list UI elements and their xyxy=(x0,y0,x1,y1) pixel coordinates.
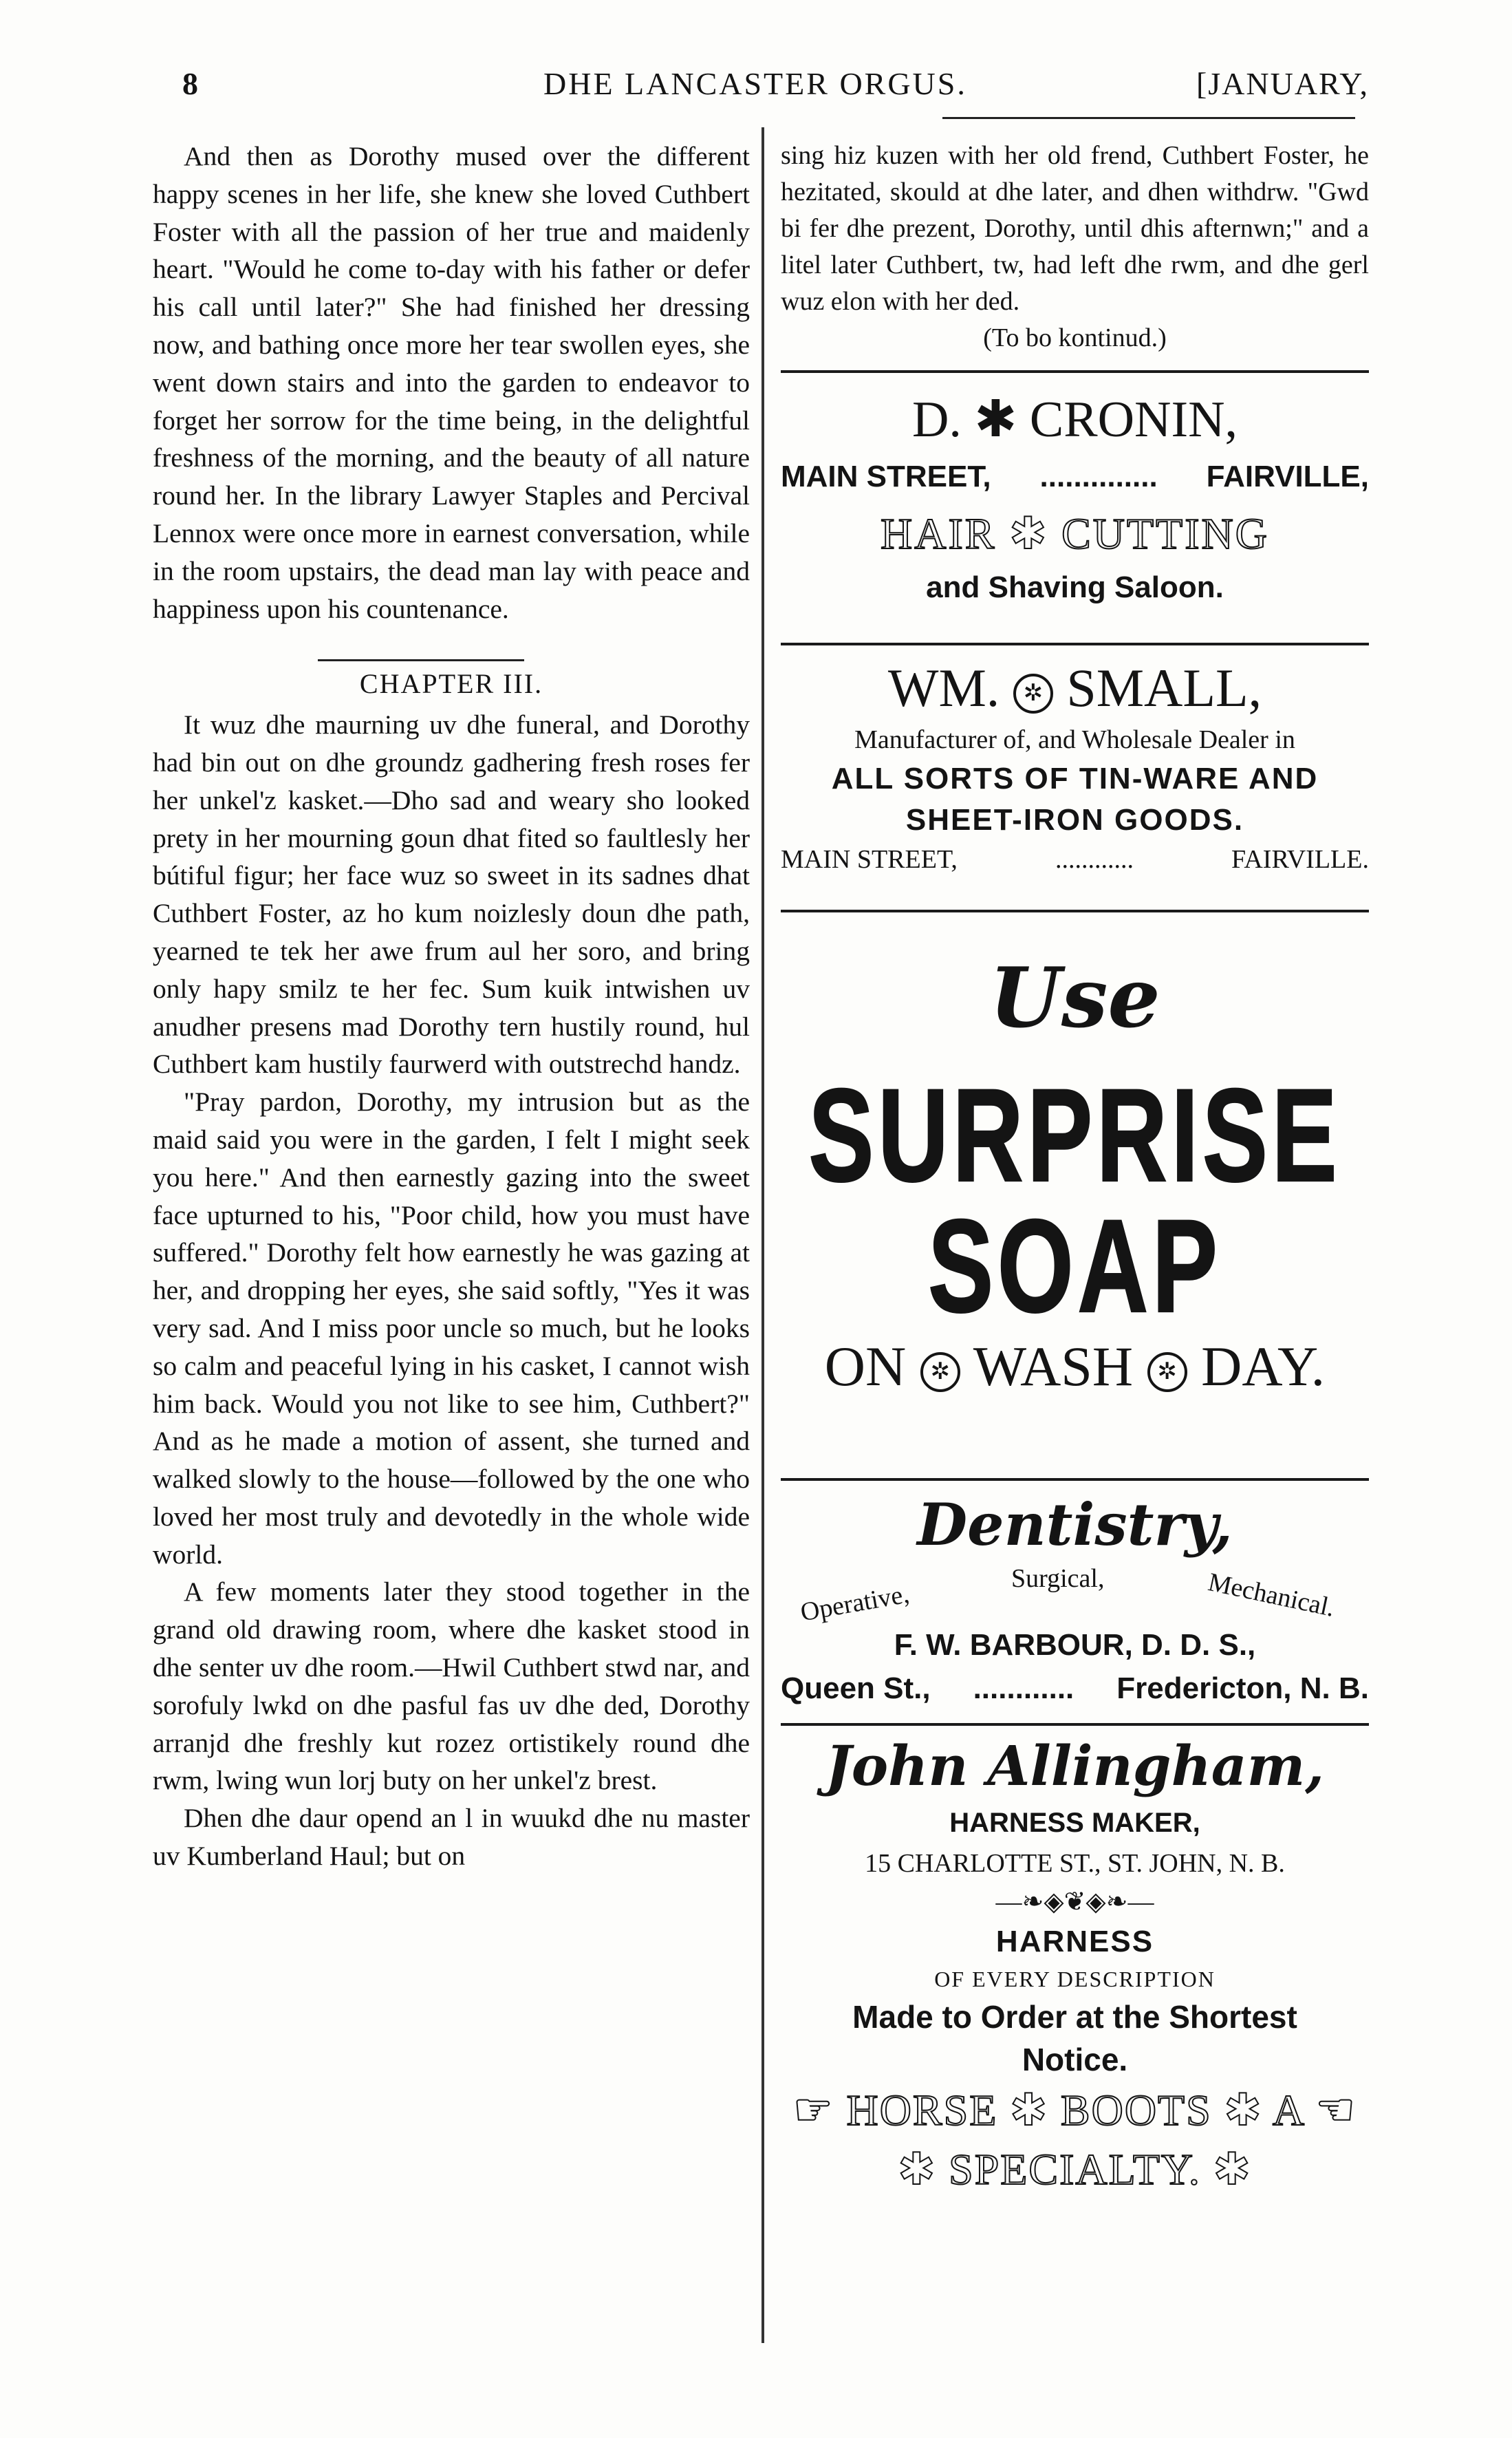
soap-day: DAY. xyxy=(1201,1335,1326,1398)
allingham-address: 15 CHARLOTTE ST., ST. JOHN, N. B. xyxy=(865,1849,1285,1878)
small-town: FAIRVILLE. xyxy=(1231,845,1369,874)
allingham-every: OF EVERY DESCRIPTION xyxy=(934,1967,1216,1991)
star-icon: ✱ xyxy=(898,2145,937,2194)
allingham-notice: Notice. xyxy=(1022,2042,1128,2077)
ads-column xyxy=(781,138,1369,2199)
cronin-town: FAIRVILLE, xyxy=(1206,460,1369,493)
month-label: [JANUARY, xyxy=(1196,66,1369,101)
dentistry-types xyxy=(781,1561,1369,1627)
allingham-trade: HARNESS MAKER, xyxy=(949,1808,1200,1838)
story-paragraph: "Pray pardon, Dorothy, my intrusion but as the maid said you were in the garden, I felt I might seek you here." And then earnestly gazing into the sweet face upturned to his, "Poor child, how you must have suffered." Dorothy felt how earnestly he was gazing at her, and dropping her eyes, she said softly, "Yes it was very sad. And I miss poor uncle so much, but he looks so calm and peaceful lying in his casket, I cannot wish him back. Would you not like to see him, Cuthbert?" And as he made a motion of assent, she turned and walked slowly to the house—followed by the one who loved her most truly and devotedly in the whole wide world. xyxy=(153,1087,750,1570)
chapter-heading: CHAPTER III. xyxy=(359,668,543,700)
story-paragraph: It wuz dhe maurning uv dhe funeral, and Dorothy had bin out on dhe groundz gadhering fresh roses fer her unkel'z kasket.—Dho sad and weary sho looked prety in her mourning goun dhat fited so faultlesly her bútiful figur; her face wuz so sweet in its sadnes dhat Cuthbert Foster, az ho kum noizlesly doun dhe path, yearned te tek her awe frum aul her soro, and bring only hapy smilz te her fec. Sum kuik intwishen uv anudher presens mad Dorothy tern hustily round, hul Cuthbert kam hustily faurwerd with outstrechd handz. xyxy=(153,709,750,1080)
cronin-name: D. ✱ CRONIN, xyxy=(911,392,1238,448)
small-goods: ALL SORTS OF TIN-WARE AND xyxy=(831,762,1319,795)
hand-left-icon: ☛ xyxy=(793,2086,834,2135)
allingham-ad xyxy=(781,1726,1369,2199)
cronin-ad xyxy=(781,373,1369,643)
page-number: 8 xyxy=(182,66,198,101)
ornament-divider: —❧◈❦◈❧— xyxy=(995,1888,1154,1916)
small-ad xyxy=(781,645,1369,910)
small-goods: SHEET-IRON GOODS. xyxy=(905,803,1244,837)
rosette-icon: ✲ xyxy=(920,1352,960,1392)
soap-word: SOAP xyxy=(928,1193,1222,1340)
story-continuation xyxy=(781,138,1369,356)
cronin-address xyxy=(781,453,1369,501)
dentistry-title: Dentistry, xyxy=(917,1490,1233,1559)
small-desc: Manufacturer of, and Wholesale Dealer in xyxy=(854,725,1295,754)
story-paragraph: sing hiz kuzen with her old frend, Cuthbert Foster, he hezitated, skould at dhe later, and dhen withdrw. "Gwd bi fer dhe prezent, Dorothy, until dhis afternwn;" and a litel later Cuthbert, tw, had left dhe rwm, and dhe gerl wuz elon with her ded. xyxy=(781,141,1369,316)
small-dots: ............ xyxy=(1055,845,1134,874)
rosette-icon: ✲ xyxy=(1013,674,1053,714)
small-name xyxy=(781,655,1369,721)
dentist-address xyxy=(781,1668,1369,1709)
allingham-specialty-text: SPECIALTY. xyxy=(949,2145,1201,2194)
allingham-harness: HARNESS xyxy=(995,1925,1154,1958)
story-paragraph: A few moments later they stood together in the grand old drawing room, where dhe kasket stood in dhe senter uv dhe room.—Hwil Cuthbert stwd nar, and sorofuly lwkd on dhe pasful fas uv dhe ded, Dorothy arranjd dhe freshly kut rozez ortistikely round dhe rwm, lwing wun lorj buty on her unkel'z brest. xyxy=(153,1576,750,1796)
small-street: MAIN STREET, xyxy=(781,845,958,874)
dentist-name: F. W. BARBOUR, D. D. S., xyxy=(894,1628,1256,1662)
soap-on: ON xyxy=(824,1335,907,1398)
header-rule xyxy=(942,117,1355,119)
cronin-street: MAIN STREET, xyxy=(781,460,991,493)
dentist-town: Fredericton, N. B. xyxy=(1116,1671,1369,1705)
cronin-dots: .............. xyxy=(1039,460,1158,493)
allingham-made: Made to Order at the Shortest xyxy=(852,1999,1297,2035)
dentistry-ad xyxy=(781,1481,1369,1723)
small-name-first: WM. xyxy=(887,658,1000,718)
allingham-boots-text: HORSE ✱ BOOTS ✱ A xyxy=(846,2086,1304,2135)
soap-use: Use xyxy=(989,950,1160,1047)
soap-wash: WASH xyxy=(973,1335,1134,1398)
dentistry-operative: Operative, xyxy=(798,1579,911,1627)
allingham-name: John Allingham, xyxy=(825,1733,1325,1798)
small-name-last: SMALL, xyxy=(1066,658,1262,718)
dentistry-mechanical: Mechanical. xyxy=(1205,1568,1338,1623)
star-icon: ✱ xyxy=(1213,2145,1252,2194)
soap-ad xyxy=(781,912,1369,1478)
soap-soap-row xyxy=(781,1193,1369,1340)
to-be-continued: (To bo kontinud.) xyxy=(983,323,1167,352)
story-paragraph: Dhen dhe daur opend an l in wuukd dhe nu master uv Kumberland Haul; but on xyxy=(153,1803,750,1872)
rosette-icon: ✲ xyxy=(1147,1352,1187,1392)
dentistry-surgical: Surgical, xyxy=(1011,1564,1105,1593)
story-column xyxy=(153,138,750,1875)
allingham-boots xyxy=(781,2081,1369,2140)
soap-surprise: SURPRISE xyxy=(808,1062,1341,1210)
chapter-rule xyxy=(318,659,524,661)
dentist-dots: ............ xyxy=(973,1671,1074,1705)
page-header xyxy=(158,65,1369,114)
small-address xyxy=(781,841,1369,878)
story-paragraph: And then as Dorothy mused over the different happy scenes in her life, she knew she loved Cuthbert Foster with all the passion of her true and maidenly heart. "Would he come to-day with his father or defer his call until later?" She had finished her dressing now, and bathing once more her tear swollen eyes, she went down stairs and into the garden to endeavor to forget her sorrow for the time being, in the delightful freshness of the morning, and the beauty of all nature round her. In the library Lawyer Staples and Percival Lennox were once more in earnest conversation, while in the room upstairs, the dead man lay with peace and happiness upon his countenance. xyxy=(153,141,750,624)
hand-right-icon: ☚ xyxy=(1315,2086,1357,2135)
masthead-title: DHE LANCASTER ORGUS. xyxy=(543,66,967,101)
allingham-specialty xyxy=(781,2140,1369,2199)
cronin-trade: HAIR ✱ CUTTING xyxy=(881,509,1269,558)
column-divider xyxy=(762,127,764,2343)
dentist-street: Queen St., xyxy=(781,1671,931,1705)
cronin-trade2: and Shaving Saloon. xyxy=(926,570,1224,604)
